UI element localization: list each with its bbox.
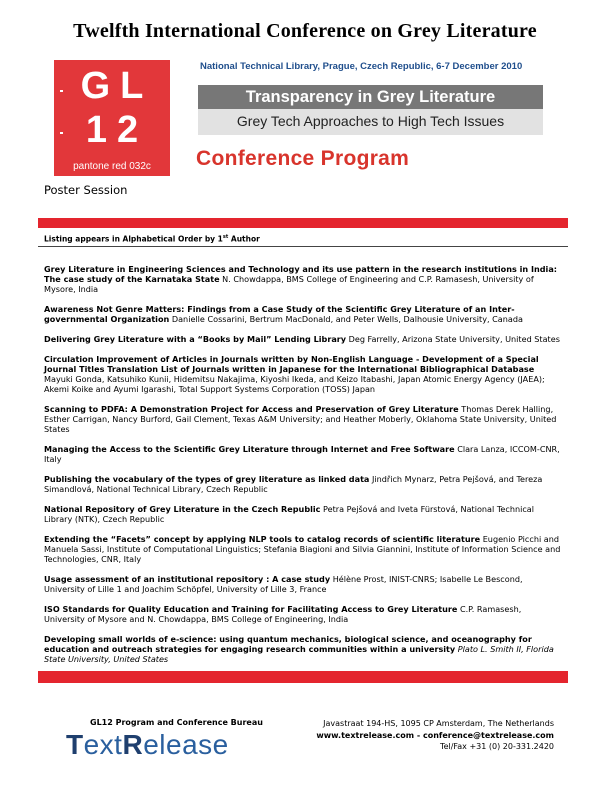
poster-title: Circulation Improvement of Articles in Journals written by Non-English Language - Development of a Special Journal Titles Translation List of Journals written in Japanese for the International Bibliographical Database	[44, 353, 539, 374]
poster-title: ISO Standards for Quality Education and Training for Facilitating Access to Grey Literature	[44, 603, 458, 614]
conference-title: Twelfth International Conference on Grey Literature	[73, 20, 537, 42]
divider-line	[38, 246, 568, 247]
poster-authors: Danielle Cossarini, Bertrum MacDonald, and Peter Wells, Dalhousie University, Canada	[169, 314, 523, 325]
poster-title: Grey Literature in Engineering Sciences and Technology and its use pattern in the research institutions in India: The case study of the Karnataka State	[44, 264, 558, 285]
bureau-label: GL12 Program and Conference Bureau	[90, 718, 263, 727]
address-line: Javastraat 194-HS, 1095 CP Amsterdam, The Netherlands	[323, 719, 554, 728]
poster-title: Awareness Not Genre Matters: Findings from a Case Study of the Scientific Grey Literature of an Inter-governmental Organization	[44, 304, 515, 325]
poster-authors: Plato L. Smith II, Florida State University, United States	[44, 643, 554, 665]
poster-authors: Deg Farrelly, Arizona State University, United States	[346, 334, 560, 345]
web-email-line[interactable]: www.textrelease.com - conference@textrelease.com	[316, 730, 554, 740]
poster-title: Scanning to PDFA: A Demonstration Project for Access and Preservation of Grey Literature	[44, 404, 459, 415]
poster-title: Publishing the vocabulary of the types of grey literature as linked data	[44, 474, 370, 485]
session-title: Poster Session	[44, 183, 128, 197]
poster-entry	[44, 604, 564, 624]
logo-line-2: 12	[85, 109, 149, 151]
logo-tick-mark	[60, 90, 63, 92]
program-title: Conference Program	[196, 147, 410, 170]
poster-title: Delivering Grey Literature with a “Books by Mail” Lending Library	[44, 334, 347, 345]
contact-block	[316, 718, 554, 753]
poster-authors: Thomas Derek Halling, Esther Carrigan, Nancy Burford, Gail Clement, Texas A&M University; and Heather Moberly, Oklahoma State University, United States	[44, 404, 557, 435]
poster-title: Extending the “Facets” concept by applying NLP tools to catalog records of scientific literature	[44, 533, 481, 544]
poster-authors: Hélène Prost, INIST-CNRS; Isabelle Le Bescond, University of Lille 1 and Joachim Schöpfel, University of Lille 3, France	[44, 573, 523, 595]
poster-title: Usage assessment of an institutional repository : A case study	[44, 573, 331, 584]
poster-entry	[44, 444, 564, 464]
poster-authors: Clara Lanza, ICCOM-CNR, Italy	[44, 444, 560, 465]
brand-part-elease: elease	[143, 729, 229, 760]
poster-entry	[44, 634, 564, 665]
poster-authors: C.P. Ramasesh, University of Mysore and N. Chowdappa, BMS College of Engineering, India	[44, 603, 522, 625]
poster-entry	[44, 574, 564, 594]
listing-note-sup: st	[222, 234, 229, 240]
poster-entry	[44, 504, 564, 524]
poster-title: Managing the Access to the Scientific Grey Literature through Internet and Free Software	[44, 444, 455, 455]
theme-banner	[198, 85, 543, 135]
poster-entry	[44, 304, 564, 324]
poster-entry	[44, 264, 564, 295]
logo-tick-mark	[60, 132, 63, 134]
logo-line-1: GL	[80, 65, 154, 107]
poster-authors: Mayuki Gonda, Katsuhiko Kunii, Hidemitsu Nakajima, Kiyoshi Ikeda, and Keizo Itabashi, Japan Atomic Energy Agency (JAEA); Akemi Koike and Ayumi Igarashi, Total Support Systems Corporation (TOSS) Japan	[44, 374, 545, 395]
banner-subtitle: Grey Tech Approaches to High Tech Issues	[236, 113, 505, 129]
brand-part-ext: ext	[83, 729, 123, 760]
telfax-line: Tel/Fax +31 (0) 20-331.2420	[440, 742, 554, 751]
poster-entry	[44, 474, 564, 494]
textrelease-logo	[66, 729, 229, 761]
poster-authors: N. Chowdappa, BMS College of Engineering and C.P. Ramasesh, University of Mysore, India	[44, 274, 534, 295]
poster-entry	[44, 334, 564, 344]
logo-caption: pantone red 032c	[73, 161, 151, 172]
poster-entry	[44, 534, 564, 565]
banner-title: Transparency in Grey Literature	[245, 88, 496, 106]
listing-note-text: Listing appears in Alphabetical Order by 1	[44, 234, 223, 244]
listing-note-after: Author	[228, 234, 260, 244]
poster-entry	[44, 404, 564, 435]
poster-entry	[44, 354, 564, 395]
poster-list	[44, 264, 564, 674]
listing-note	[44, 234, 260, 244]
divider-bar-top	[38, 218, 568, 228]
poster-title: National Repository of Grey Literature in the Czech Republic	[44, 503, 321, 514]
gl12-logo	[54, 60, 170, 176]
brand-letter-r: R	[122, 729, 144, 760]
venue-line: National Technical Library, Prague, Czech Republic, 6-7 December 2010	[200, 61, 523, 72]
brand-letter-t: T	[66, 729, 84, 760]
poster-authors: Eugenio Picchi and Manuela Sassi, Institute of Computational Linguistics; Stefania Biagioni and Silvia Giannini, Institute of Information Science and Technologies, CNR, Italy	[44, 533, 561, 565]
poster-title: Developing small worlds of e-science: using quantum mechanics, biological science, and oceanography for education and outreach strategies for engaging research communities within a university	[44, 633, 532, 654]
poster-authors: Jindřich Mynarz, Petra Pejšová, and Tereza Simandlová, National Technical Library, Czech Republic	[44, 474, 543, 495]
divider-bar-bottom	[38, 671, 568, 683]
poster-authors: Petra Pejšová and Iveta Fürstová, National Technical Library (NTK), Czech Republic	[44, 503, 534, 525]
